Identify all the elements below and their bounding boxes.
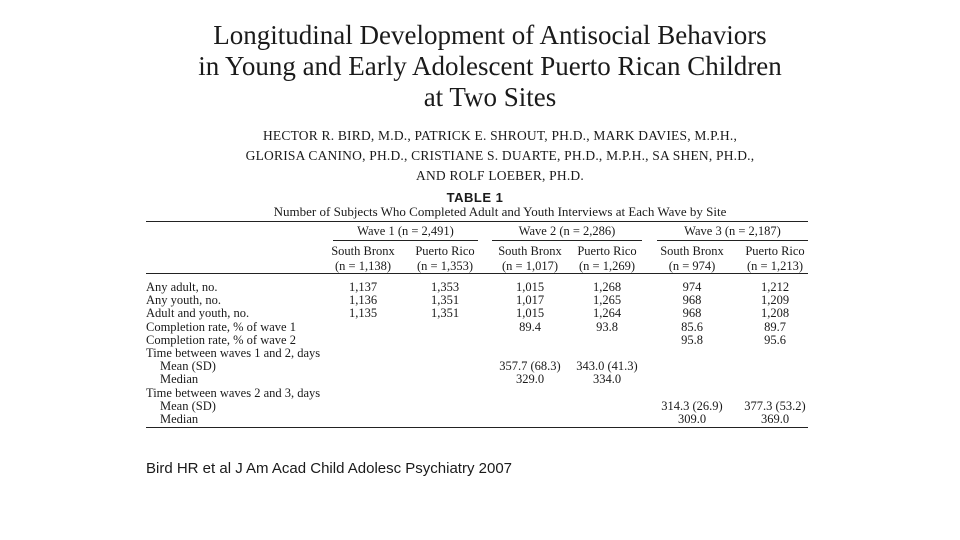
table-cell: 1,351 <box>430 293 460 308</box>
table-cell: 968 <box>682 293 702 308</box>
table-cell: 1,015 <box>515 306 545 321</box>
site-sample-size: (n = 1,138) <box>335 259 391 273</box>
table-cell: 1,268 <box>592 280 622 294</box>
table-cell: 85.6 <box>681 319 703 334</box>
table-bottom-rule <box>146 427 808 428</box>
author-line-1: HECTOR R. BIRD, M.D., PATRICK E. SHROUT, PH.D., MARK DAVIES, M.P.H., <box>262 128 738 143</box>
table-cell: 309.0 <box>677 412 707 426</box>
title-line-2: in Young and Early Adolescent Puerto Rican Children <box>198 51 782 81</box>
table-cell: 1,136 <box>348 293 378 308</box>
table-cell: 377.3 (53.2) <box>744 398 806 413</box>
table-cell: 357.7 (68.3) <box>499 359 561 374</box>
row-label: Any youth, no. <box>146 293 221 308</box>
table-cell: 314.3 (26.9) <box>661 398 723 413</box>
table-cell: 1,264 <box>592 306 622 321</box>
table-cell: 1,351 <box>430 306 460 321</box>
row-label: Time between waves 1 and 2, days <box>146 346 321 360</box>
row-label: Median <box>160 412 199 426</box>
site-header <box>725 244 825 274</box>
paper-title <box>0 20 960 113</box>
wave-underline <box>492 240 642 241</box>
table-cell: 1,017 <box>515 293 545 308</box>
row-label: Time between waves 2 and 3, days <box>146 385 321 400</box>
table-cell: 1,135 <box>348 306 378 321</box>
title-line-3: at Two Sites <box>423 82 557 112</box>
table-top-rule <box>146 221 808 222</box>
table-cell: 343.0 (41.3) <box>576 359 638 374</box>
table-cell: 968 <box>682 306 702 321</box>
site-name: South Bronx <box>660 244 724 258</box>
site-name: Puerto Rico <box>577 244 637 258</box>
row-label: Median <box>160 372 199 387</box>
table-cell: 1,137 <box>348 280 378 294</box>
table-label: TABLE 1 <box>446 190 504 205</box>
site-name: South Bronx <box>498 244 562 258</box>
row-label: Mean (SD) <box>160 398 216 413</box>
wave-header: Wave 1 (n = 2,491) <box>357 224 454 238</box>
row-label: Mean (SD) <box>160 359 216 374</box>
site-sample-size: (n = 1,269) <box>579 259 635 273</box>
site-sample-size: (n = 1,017) <box>502 259 558 273</box>
table-cell: 1,015 <box>515 280 545 294</box>
table-cell: 1,212 <box>760 280 790 294</box>
table-cell: 1,265 <box>592 293 622 308</box>
wave-underline <box>333 240 478 241</box>
author-list <box>0 126 960 186</box>
table-cell: 1,209 <box>760 293 790 308</box>
table-cell: 974 <box>682 280 702 294</box>
table-cell: 89.4 <box>519 319 541 334</box>
author-line-2: GLORISA CANINO, PH.D., CRISTIANE S. DUARTE, PH.D., M.P.H., SA SHEN, PH.D., <box>245 148 755 163</box>
wave-header: Wave 2 (n = 2,286) <box>518 224 616 238</box>
citation: Bird HR et al J Am Acad Child Adolesc Psychiatry 2007 <box>146 460 513 477</box>
site-name: South Bronx <box>331 244 395 258</box>
table-caption: Number of Subjects Who Completed Adult and Youth Interviews at Each Wave by Site <box>273 204 727 219</box>
table-cell: 95.6 <box>764 332 786 347</box>
table-cell: 93.8 <box>596 319 618 334</box>
author-line-3: AND ROLF LOEBER, PH.D. <box>416 168 584 183</box>
table-cell: 369.0 <box>760 412 790 426</box>
title-line-1: Longitudinal Development of Antisocial Behaviors <box>213 20 767 50</box>
wave-header: Wave 3 (n = 2,187) <box>684 224 781 238</box>
site-name: Puerto Rico <box>745 244 805 258</box>
row-label: Completion rate, % of wave 2 <box>146 332 296 347</box>
row-label: Any adult, no. <box>146 280 218 294</box>
wave-underline <box>657 240 808 241</box>
site-sample-size: (n = 974) <box>668 259 716 273</box>
table-cell: 334.0 <box>592 372 622 387</box>
site-name: Puerto Rico <box>415 244 475 258</box>
table-cell: 95.8 <box>681 332 703 347</box>
site-sample-size: (n = 1,213) <box>747 259 803 273</box>
site-sample-size: (n = 1,353) <box>417 259 473 273</box>
row-label: Adult and youth, no. <box>146 306 250 321</box>
table-cell: 1,353 <box>430 280 460 294</box>
table-cell: 1,208 <box>760 306 790 321</box>
table-cell: 89.7 <box>764 319 786 334</box>
row-label: Completion rate, % of wave 1 <box>146 319 296 334</box>
table-cell: 329.0 <box>515 372 545 387</box>
